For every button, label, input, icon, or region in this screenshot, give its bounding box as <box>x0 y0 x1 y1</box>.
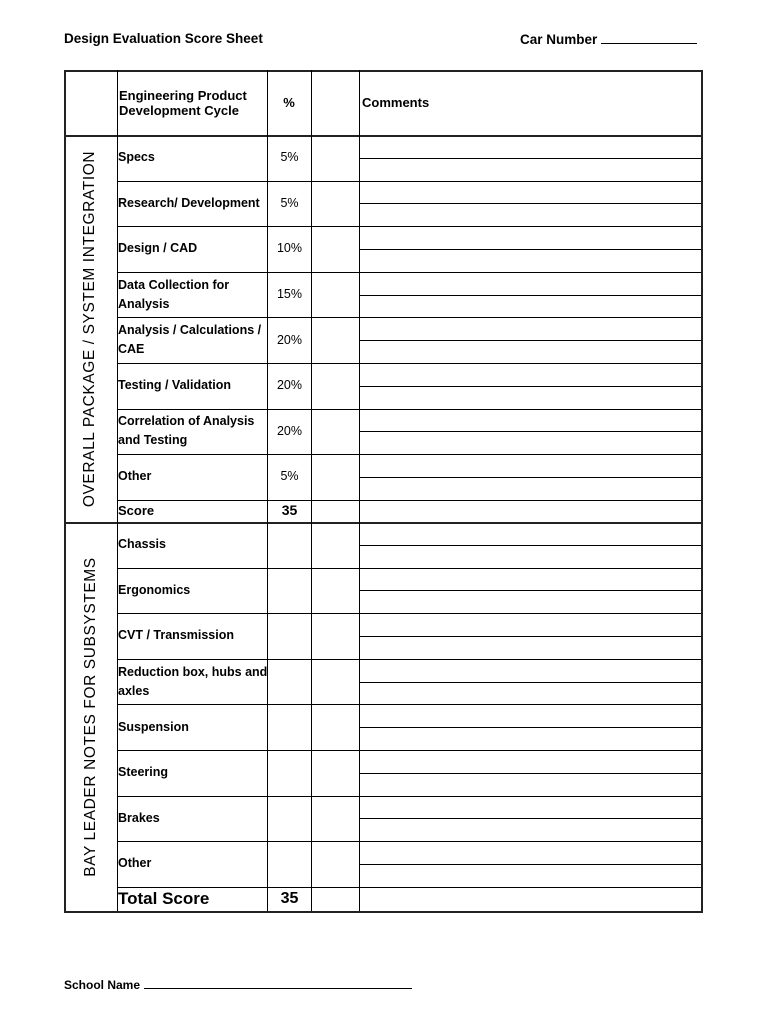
subsystem-label: Steering <box>118 765 169 780</box>
comment-line <box>359 841 701 842</box>
comment-line <box>359 636 701 637</box>
car-number-label: Car Number <box>520 32 598 47</box>
table-border-right <box>701 70 703 913</box>
criterion-label: Correlation of Analysis and Testing <box>118 414 255 448</box>
comment-line <box>359 386 701 387</box>
comment-line <box>359 659 701 660</box>
criterion-label: Data Collection for Analysis <box>118 277 230 311</box>
comment-line <box>359 409 701 410</box>
comment-line <box>359 727 701 728</box>
comment-line <box>359 226 701 227</box>
total-score-label: Total Score <box>118 889 210 909</box>
score-label: Score <box>118 503 155 519</box>
criterion-weight: 5% <box>280 150 299 165</box>
comment-line <box>359 773 701 774</box>
comment-line <box>359 568 701 569</box>
sheet-title: Design Evaluation Score Sheet <box>64 31 263 46</box>
comment-line <box>359 203 701 204</box>
column-header-percent: % <box>283 95 295 110</box>
subsystem-label: Reduction box, hubs and axles <box>118 664 268 698</box>
subsystem-label: CVT / Transmission <box>118 628 235 643</box>
total-score-value: 35 <box>280 890 299 908</box>
comment-line <box>359 181 701 182</box>
school-name-label: School Name <box>64 978 141 992</box>
comment-line <box>359 750 701 751</box>
criterion-label: Design / CAD <box>118 241 198 256</box>
criterion-label: Specs <box>118 150 155 165</box>
comment-line <box>359 864 701 865</box>
comment-line <box>359 682 701 683</box>
table-border-bottom <box>64 911 701 913</box>
comment-line <box>359 545 701 546</box>
comment-line <box>359 796 701 797</box>
comment-line <box>359 590 701 591</box>
comment-line <box>359 317 701 318</box>
comment-line <box>359 500 701 501</box>
criterion-weight: 15% <box>276 287 303 302</box>
comment-line <box>359 158 701 159</box>
subsystem-label: Ergonomics <box>118 582 191 597</box>
subsystem-label: Chassis <box>118 537 166 552</box>
section-label-overall-cell <box>64 135 117 522</box>
criterion-label: Testing / Validation <box>118 378 231 393</box>
column-header-criteria: Engineering Product Development Cycle <box>119 87 247 118</box>
comment-line <box>359 340 701 341</box>
comment-line <box>359 704 701 705</box>
score-value: 35 <box>281 502 298 519</box>
section-label-subsystems-cell <box>64 522 117 911</box>
school-name-blank[interactable] <box>144 976 412 989</box>
column-divider <box>359 70 360 911</box>
section-label-overall: OVERALL PACKAGE / SYSTEM INTEGRATION <box>81 150 99 507</box>
comment-line <box>359 454 701 455</box>
column-header-comments: Comments <box>362 95 430 110</box>
comment-line <box>359 272 701 273</box>
subsystem-label: Other <box>118 856 152 871</box>
criterion-label: Analysis / Calculations / CAE <box>118 323 262 357</box>
comment-line <box>359 295 701 296</box>
comment-line <box>359 431 701 432</box>
criterion-weight: 5% <box>280 195 299 210</box>
criterion-label: Other <box>118 469 152 484</box>
comment-line <box>359 249 701 250</box>
criterion-weight: 20% <box>276 423 303 438</box>
comment-line <box>359 613 701 614</box>
criterion-label: Research/ Development <box>118 195 260 210</box>
section-label-subsystems: BAY LEADER NOTES FOR SUBSYSTEMS <box>81 556 99 877</box>
criterion-weight: 10% <box>276 241 303 256</box>
comment-line <box>359 887 701 888</box>
subsystem-label: Brakes <box>118 810 160 825</box>
criterion-weight: 20% <box>276 378 303 393</box>
criterion-weight: 20% <box>276 332 303 347</box>
school-name-field[interactable] <box>64 976 412 992</box>
comment-line <box>359 363 701 364</box>
comment-line <box>359 818 701 819</box>
comment-line <box>359 477 701 478</box>
criterion-weight: 5% <box>280 469 299 484</box>
column-divider <box>311 70 312 911</box>
subsystem-label: Suspension <box>118 719 189 734</box>
